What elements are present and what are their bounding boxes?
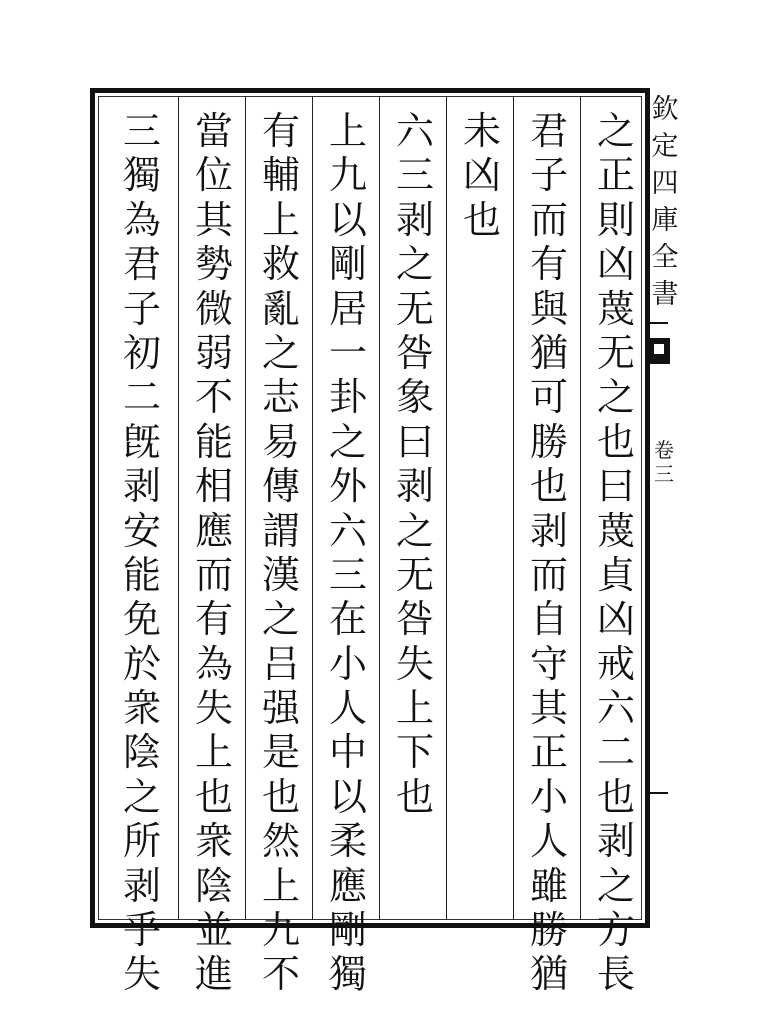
text-char: 无 [596,330,635,375]
column-divider [513,96,514,920]
text-char: 初 [122,330,161,375]
text-char: 正 [596,153,635,198]
text-char: 三 [395,153,434,198]
text-column-8 [116,109,168,1000]
text-char: 外 [328,464,367,509]
text-char: 易 [261,419,300,464]
book-title-char: 書 [651,279,679,310]
text-char: 六 [596,686,635,731]
text-char: 自 [529,597,568,642]
text-char: 應 [328,863,367,908]
text-char: 不 [261,952,300,997]
text-char: 貞 [596,552,635,597]
text-char: 並 [194,908,233,953]
text-char: 剥 [529,508,568,553]
text-char: 乎 [122,908,161,953]
fish-tail-mark [648,338,670,364]
text-char: 傳 [261,464,300,509]
text-char: 則 [596,197,635,242]
text-char: 剥 [395,197,434,242]
text-char: 吕 [261,641,300,686]
margin-rule [648,792,668,794]
text-char: 也 [395,774,434,819]
text-char: 中 [328,730,367,775]
text-char: 漢 [261,552,300,597]
text-char: 上 [261,863,300,908]
text-char: 六 [328,508,367,553]
text-char: 之 [596,109,635,153]
text-char: 謂 [261,508,300,553]
text-char: 强 [261,686,300,731]
text-char: 志 [261,375,300,420]
text-char: 下 [395,730,434,775]
volume-char: 三 [654,462,674,486]
text-char: 柔 [328,819,367,864]
text-char: 可 [529,375,568,420]
column-divider [245,96,246,920]
text-char: 九 [328,153,367,198]
column-divider [379,96,380,920]
text-char: 剥 [395,464,434,509]
text-char: 失 [194,686,233,731]
column-divider [178,96,179,920]
text-char: 陰 [122,730,161,775]
text-char: 為 [194,641,233,686]
text-char: 在 [328,597,367,642]
text-char: 小 [328,641,367,686]
text-char: 之 [261,597,300,642]
volume-label [652,440,676,488]
text-char: 子 [529,153,568,198]
text-char: 弱 [194,330,233,375]
margin-rule [648,322,668,324]
text-char: 以 [328,197,367,242]
text-char: 凶 [462,153,501,198]
text-char: 旣 [122,419,161,464]
column-divider [312,96,313,920]
text-char: 失 [395,641,434,686]
text-char: 於 [122,641,161,686]
text-char: 无 [395,552,434,597]
text-char: 進 [194,952,233,997]
text-char: 三 [328,552,367,597]
text-char: 小 [529,774,568,819]
text-char: 守 [529,641,568,686]
book-title-char: 庫 [651,205,679,236]
text-char: 不 [194,375,233,420]
text-char: 之 [261,330,300,375]
text-char: 子 [122,286,161,331]
text-char: 蔑 [596,508,635,553]
text-char: 而 [529,552,568,597]
text-char: 然 [261,819,300,864]
column-divider [580,96,581,920]
text-char: 能 [194,419,233,464]
book-title-char: 定 [651,131,679,162]
text-char: 居 [328,286,367,331]
text-char: 也 [194,774,233,819]
text-char: 以 [328,774,367,819]
text-char: 二 [122,375,161,420]
text-char: 失 [122,952,161,997]
text-char: 上 [395,686,434,731]
text-char: 也 [596,774,635,819]
text-char: 方 [596,908,635,953]
text-char: 獨 [328,952,367,997]
text-char: 九 [261,908,300,953]
text-column-5 [322,109,374,1000]
text-char: 正 [529,730,568,775]
text-char: 卦 [328,375,367,420]
text-char: 衆 [122,686,161,731]
text-column-3 [456,109,508,245]
text-char: 咎 [395,597,434,642]
volume-char: 卷 [654,438,674,462]
text-char: 猶 [529,330,568,375]
text-char: 勝 [529,908,568,953]
text-char: 君 [122,242,161,287]
text-column-2 [523,109,575,1000]
text-char: 長 [596,952,635,997]
text-char: 救 [261,242,300,287]
text-char: 君 [529,109,568,153]
text-char: 剛 [328,908,367,953]
text-char: 咎 [395,330,434,375]
text-char: 輔 [261,153,300,198]
text-char: 之 [395,242,434,287]
text-char: 其 [194,197,233,242]
text-char: 為 [122,197,161,242]
text-char: 二 [596,730,635,775]
text-char: 也 [261,774,300,819]
text-char: 勢 [194,242,233,287]
text-char: 勝 [529,419,568,464]
text-char: 剥 [122,863,161,908]
book-title-char: 全 [651,242,679,273]
text-char: 其 [529,686,568,731]
text-char: 剥 [122,464,161,509]
text-char: 未 [462,109,501,153]
book-title-char: 欽 [651,94,679,125]
text-char: 曰 [596,464,635,509]
text-char: 之 [122,774,161,819]
text-char: 有 [529,242,568,287]
text-char: 一 [328,330,367,375]
text-char: 能 [122,552,161,597]
text-column-7 [188,109,240,1000]
text-char: 之 [596,375,635,420]
text-char: 所 [122,819,161,864]
text-char: 剛 [328,242,367,287]
text-char: 位 [194,153,233,198]
text-char: 陰 [194,863,233,908]
text-char: 上 [194,730,233,775]
text-char: 猶 [529,952,568,997]
text-char: 微 [194,286,233,331]
text-char: 雖 [529,863,568,908]
text-char: 衆 [194,819,233,864]
text-char: 蔑 [596,286,635,331]
text-char: 安 [122,508,161,553]
text-char: 有 [261,109,300,153]
text-char: 免 [122,597,161,642]
text-char: 凶 [596,242,635,287]
text-char: 凶 [596,597,635,642]
text-column-1 [590,109,642,1000]
book-title-char: 四 [651,168,679,199]
text-char: 而 [194,552,233,597]
text-column-4 [389,109,441,822]
text-char: 之 [395,508,434,553]
text-char: 剥 [596,819,635,864]
text-char: 之 [596,863,635,908]
text-char: 人 [529,819,568,864]
text-char: 亂 [261,286,300,331]
text-char: 戒 [596,641,635,686]
text-char: 人 [328,686,367,731]
text-char: 上 [261,197,300,242]
text-char: 與 [529,286,568,331]
text-char: 是 [261,730,300,775]
text-char: 之 [328,419,367,464]
text-char: 有 [194,597,233,642]
text-char: 六 [395,109,434,153]
text-char: 相 [194,464,233,509]
text-char: 也 [596,419,635,464]
column-divider [446,96,447,920]
text-char: 應 [194,508,233,553]
text-char: 也 [529,464,568,509]
text-char: 三 [122,109,161,153]
text-char: 也 [462,197,501,242]
text-char: 曰 [395,419,434,464]
text-char: 无 [395,286,434,331]
text-char: 獨 [122,153,161,198]
text-char: 上 [328,109,367,153]
text-char: 而 [529,197,568,242]
text-char: 當 [194,109,233,153]
book-title [650,96,680,318]
text-char: 象 [395,375,434,420]
text-column-6 [255,109,307,1000]
